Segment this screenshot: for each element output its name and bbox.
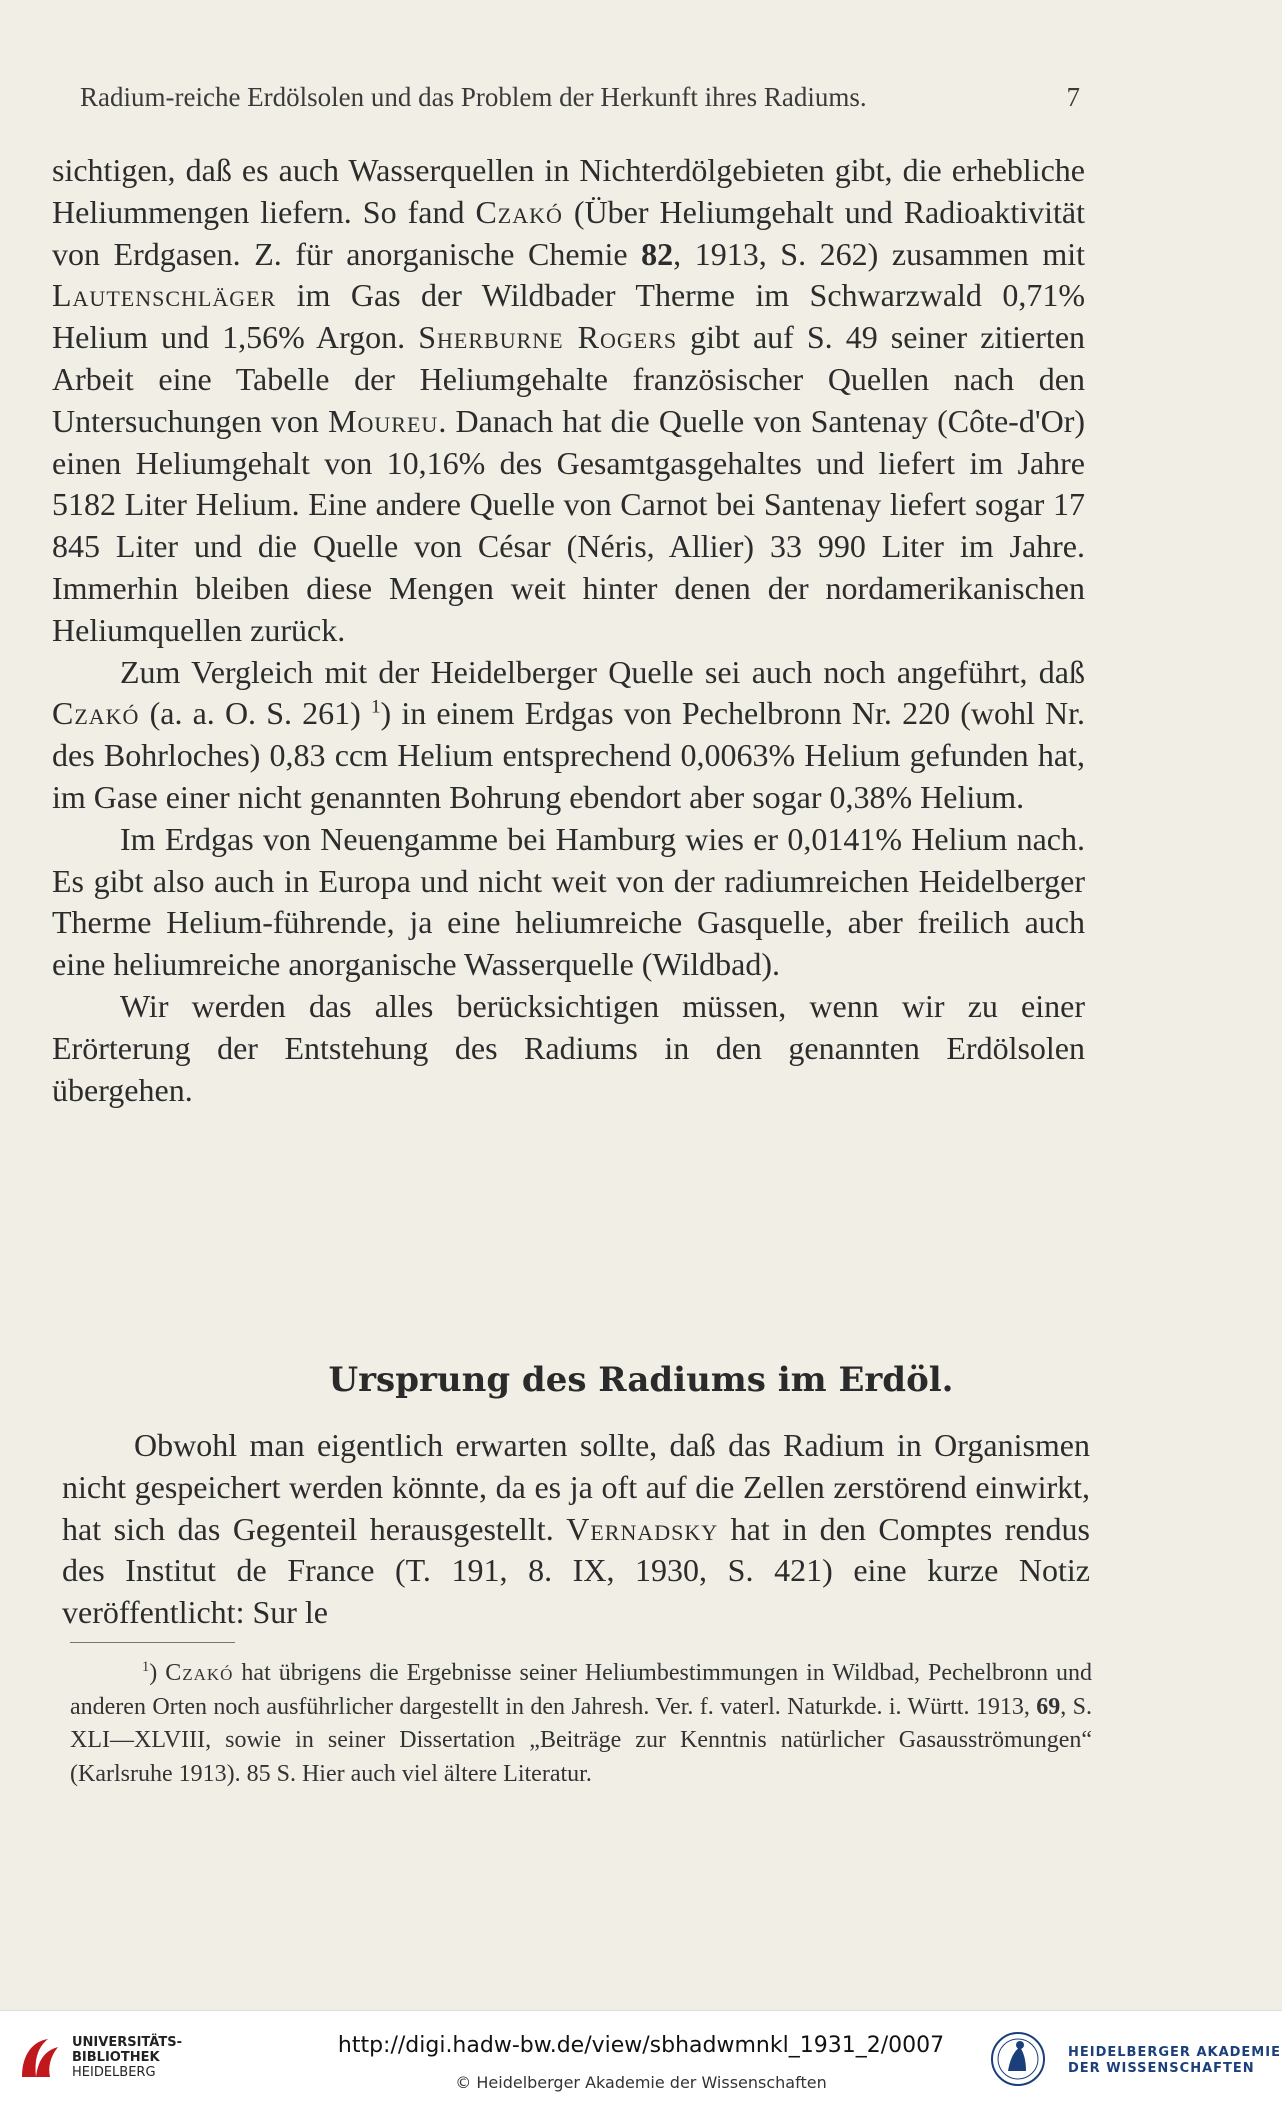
academy-seal-icon [990, 2031, 1046, 2087]
author-czako-2: Czakó [52, 695, 140, 732]
main-text [52, 150, 1085, 1111]
university-library-name: UNIVERSITÄTS- BIBLIOTHEK HEIDELBERG [72, 2035, 182, 2080]
author-sherburne-rogers: Sherburne Rogers [418, 319, 678, 356]
author-vernadsky: Vernadsky [566, 1510, 719, 1547]
running-title: Radium-reiche Erdölsolen und das Problem der Herkunft ihres Radiums. [80, 82, 867, 112]
running-header [80, 82, 1080, 113]
footnote-marker: 1 [142, 1659, 150, 1675]
source-url-link[interactable]: http://digi.hadw-bw.de/view/sbhadwmnkl_1931_2/0007 [337, 2033, 945, 2058]
author-moureu: Moureu [328, 402, 439, 439]
author-czako: Czakó [475, 193, 563, 230]
paragraph-3: Im Erdgas von Neuengamme bei Hamburg wies er 0,0141% Helium nach. Es gibt also auch in Europa und nicht weit von der radiumreichen Heidelberger Therme Helium-führende, ja eine heliumreiche Gasquelle, aber freilich auch eine heliumreiche anorganische Wasserquelle (Wildbad). [52, 820, 1085, 983]
footnote-author: Czakó [165, 1660, 234, 1686]
page-number: 7 [1066, 82, 1080, 112]
section-heading: Ursprung des Radiums im Erdöl. [328, 1360, 954, 1400]
copyright-text: © Heidelberger Akademie der Wissenschaften [455, 2073, 827, 2092]
section-paragraph-1: Obwohl man eigentlich erwarten sollte, daß das Radium in Organismen nicht gespeichert werden könnte, da es ja oft auf die Zellen zerstörend einwirkt, hat sich das Gegenteil herausgestellt. Vernadsky hat in den Comptes rendus des Institut de France (T. 191, 8. IX, 1930, S. 421) eine kurze Notiz veröffentlicht: Sur le [62, 1427, 1091, 1631]
footnote-divider [70, 1642, 235, 1643]
paragraph-2: Zum Vergleich mit der Heidelberger Quelle sei auch noch angeführt, daß Czakó (a. a. O. S. 261) $^1$) in einem Erdgas von Pechelbronn Nr. 220 (wohl Nr. des Bohrloches) 0,83 ccm Helium entsprechend 0,0063% Helium gefunden hat, im Gase einer nicht genannten Bohrung ebendort aber sogar 0,38% Helium. [52, 653, 1086, 815]
paragraph-4: Wir werden das alles berücksichtigen müssen, wenn wir zu einer Erörterung der Entstehung des Radiums in den genannten Erdölsolen übergehen. [52, 987, 1085, 1108]
paragraph-1: sichtigen, daß es auch Wasserquellen in Nichterdölgebieten gibt, die erhebliche Heliummengen liefern. So fand Czakó (Über Heliumgehalt und Radioaktivität von Erdgasen. Z. für anorganische Chemie 82, 1913, S. 262) zusammen mit Lautenschläger im Gas der Wildbader Therme im Schwarzwald 0,71% Helium und 1,56% Argon. Sherburne Rogers gibt auf S. 49 seiner zitierten Arbeit eine Tabelle der Heliumgehalte französischer Quellen nach den Untersuchungen von Moureu. Danach hat die Quelle von Santenay (Côte-d'Or) einen Heliumgehalt von 10,16% des Gesamtgasgehaltes und liefert im Jahre 5182 Liter Helium. Eine andere Quelle von Carnot bei Santenay liefert sogar 17 845 Liter und die Quelle von César (Néris, Allier) 33 990 Liter im Jahre. Immerhin bleiben diese Mengen weit hinter denen der nordamerikanischen Heliumquellen zurück. [52, 152, 1086, 648]
volume-number: 82 [641, 235, 674, 272]
author-lautenschlaeger: Lautenschläger [52, 277, 277, 314]
footnote-volume: 69 [1036, 1693, 1061, 1720]
section-text [62, 1425, 1090, 1634]
footer-bar [0, 2010, 1282, 2105]
footnote [70, 1657, 1092, 1791]
footnote-ref[interactable]: 1 [370, 696, 381, 718]
footnote-text: $^1$) Czakó hat übrigens die Ergebnisse seiner Heliumbestimmungen in Wildbad, Pechelbronn und anderen Orten noch ausführlicher dargestellt in den Jahresh. Ver. f. vaterl. Naturkde. i. Württ. 1913, 69, S. XLI—XLVIII, sowie in seiner Dissertation „Beiträge zur Kenntnis natürlicher Gasausströmungen“ (Karlsruhe 1913). 85 S. Hier auch viel ältere Literatur. [70, 1659, 1092, 1787]
academy-name: HEIDELBERGER AKADEMIE DER WISSENSCHAFTEN [1068, 2045, 1281, 2076]
